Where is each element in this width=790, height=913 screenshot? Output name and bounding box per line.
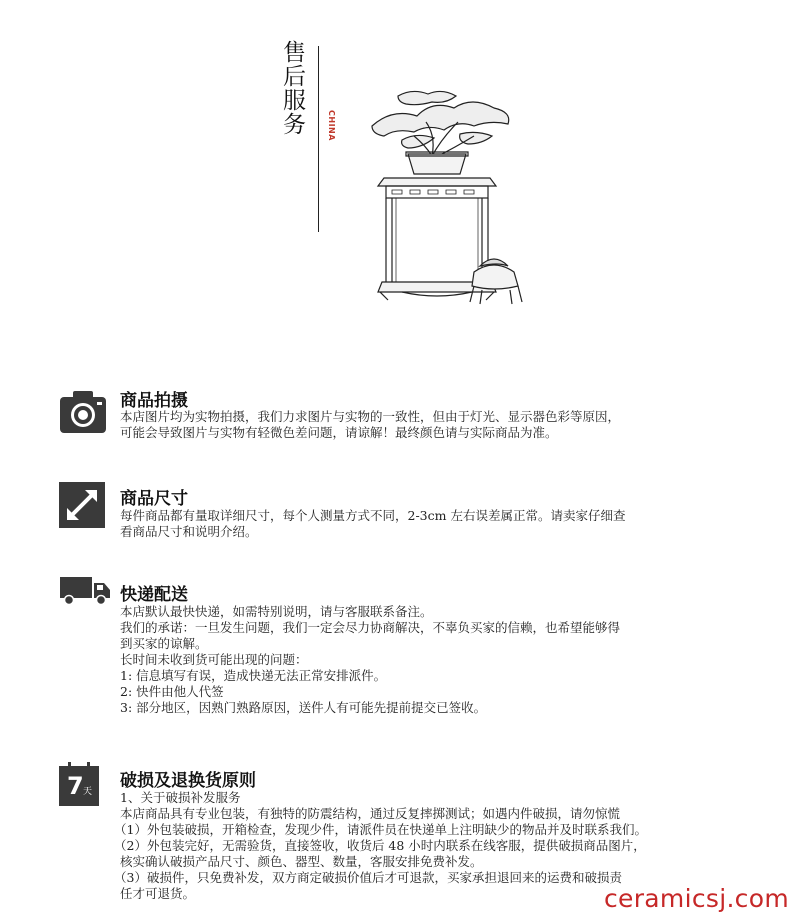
body-line: 1: 信息填写有误，造成快递无法正常安排派件。 [120, 668, 387, 683]
body-line: （3）破损件，只免费补发，双方商定破损价值后才可退款，买家承担退回来的运费和破损责 [114, 870, 622, 885]
body-line: 2: 快件由他人代签 [120, 684, 224, 699]
body-line: 到买家的谅解。 [120, 636, 208, 651]
body-line: 我们的承诺：一旦发生问题，我们一定会尽力协商解决，不辜负买家的信赖，也希望能够得 [120, 620, 621, 635]
camera-icon [59, 388, 107, 434]
body-line: 本店商品具有专业包装，有独特的防震结构，通过反复摔掷测试；如遇内件破损，请勿惊慌 [120, 806, 621, 821]
section-title: 快递配送 [120, 585, 188, 605]
section-title: 商品尺寸 [120, 489, 188, 509]
section-product-size [0, 482, 790, 552]
section-title: 破损及退换货原则 [120, 771, 256, 791]
body-line: 长时间未收到货可能出现的问题： [120, 652, 308, 667]
divider-line [318, 46, 319, 232]
watermark-text: ceramicsj.com [604, 884, 789, 913]
header [0, 0, 790, 340]
body-line: （2）外包装完好，无需验货，直接签收，收货后 48 小时内联系在线客服，提供破损商品图片， [114, 838, 646, 853]
body-line: 看商品尺寸和说明介绍。 [120, 524, 258, 539]
body-line: 核实确认破损产品尺寸、颜色、器型、数量，客服安排免费补发。 [120, 854, 483, 869]
truck-icon [59, 576, 111, 606]
body-line: 本店默认最快快递，如需特别说明，请与客服联系备注。 [120, 604, 433, 619]
calendar-7-days-icon [59, 766, 99, 806]
page-title: 售后服务 [279, 40, 305, 136]
resize-arrow-icon [59, 482, 105, 528]
section-body [120, 409, 740, 441]
body-line: 1、关于破损补发服务 [120, 790, 241, 805]
china-label: CHINA [327, 110, 336, 141]
body-line: 3: 部分地区，因熟门熟路原因，送件人有可能先提前提交已签收。 [120, 700, 487, 715]
section-delivery [0, 576, 790, 736]
bonsai-stand-illustration [362, 86, 532, 308]
section-body [120, 604, 740, 716]
section-body [120, 508, 740, 540]
calendar-number: 7 [67, 772, 84, 800]
body-line: 每件商品都有量取详细尺寸，每个人测量方式不同，2-3cm 左右误差属正常。请卖家仔细查 [120, 508, 626, 523]
calendar-unit: 天 [83, 787, 93, 797]
body-line: （1）外包装破损，开箱检查，发现少件，请派件员在快递单上注明缺少的物品并及时联系我们。 [114, 822, 647, 837]
body-line: 任才可退货。 [120, 886, 196, 901]
section-product-photos [0, 384, 790, 474]
body-line: 可能会导致图片与实物有轻微色差问题，请谅解！最终颜色请与实际商品为准。 [120, 425, 558, 440]
body-line: 本店图片均为实物拍摄，我们力求图片与实物的一致性，但由于灯光、显示器色彩等原因， [120, 409, 621, 424]
section-title: 商品拍摄 [120, 391, 188, 411]
